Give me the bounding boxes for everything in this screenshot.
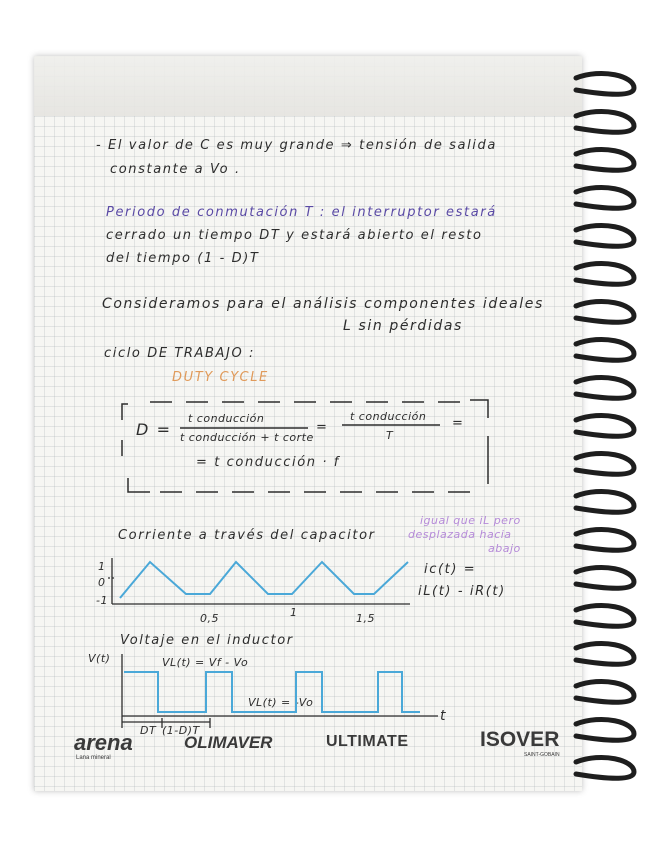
note-line-2: constante a Vo .: [110, 162, 241, 177]
t-axis-label: t: [440, 708, 448, 724]
arena-sublabel: Lana mineral: [76, 755, 111, 761]
isover-sublabel: SAINT-GOBAIN: [524, 752, 560, 758]
y-tick-mid: 0: [98, 576, 106, 589]
formula-num-2: t conducción: [350, 410, 427, 423]
dt-label: DT: [140, 724, 157, 737]
ic-equation: ic(t) =: [424, 562, 477, 577]
vl-on-label: VL(t) = Vf - Vo: [162, 656, 249, 669]
ciclo-heading: ciclo DE TRABAJO :: [104, 346, 256, 361]
corriente-title: Corriente a través del capacitor: [118, 528, 376, 543]
x-tick-1: 0,5: [200, 612, 219, 625]
arena-logo: arena: [74, 730, 133, 755]
x-tick-3: 1,5: [356, 612, 375, 625]
formula-eq-2: =: [316, 420, 329, 435]
ic-expansion: iL(t) - iR(t): [418, 584, 506, 599]
formula-den-1: t conducción + t corte: [180, 431, 314, 444]
periodo-line-3: del tiempo (1 - D)T: [106, 251, 260, 266]
corriente-aside-3: abajo: [488, 542, 521, 555]
formula-num-1: t conducción: [188, 412, 265, 425]
consider-line-2: L sin pérdidas: [343, 318, 463, 334]
vl-off-label: VL(t) = -Vo: [248, 696, 314, 709]
formula-line-2: = t conducción · f: [196, 455, 340, 470]
odt-label: (1-D)T: [162, 724, 200, 737]
formula-d: D =: [136, 420, 172, 439]
formula-eq-3: =: [452, 416, 465, 431]
isover-logo: ISOVER: [480, 728, 560, 751]
consider-line-1: Consideramos para el análisis componentes ideales: [102, 296, 544, 312]
x-tick-2: 1: [290, 606, 298, 619]
periodo-line-1: Periodo de conmutación T : el interruptor estará: [106, 205, 497, 220]
note-line-1: - El valor de C es muy grande ⇒ tensión de salida: [96, 138, 497, 153]
olimaver-logo: OLIMAVER: [184, 733, 273, 752]
periodo-line-2: cerrado un tiempo DT y estará abierto el resto: [106, 228, 483, 243]
y-tick-bot: -1: [96, 594, 108, 607]
corriente-aside-1: igual que iL pero: [420, 514, 521, 527]
vt-axis-label: V(t): [88, 652, 111, 665]
duty-cycle-label: DUTY CYCLE: [172, 370, 269, 385]
ultimate-logo: ULTIMATE: [326, 733, 409, 750]
formula-den-2: T: [386, 429, 394, 442]
voltaje-title: Voltaje en el inductor: [120, 633, 294, 648]
corriente-aside-2: desplazada hacia: [408, 528, 512, 541]
y-tick-top: 1: [98, 560, 106, 573]
